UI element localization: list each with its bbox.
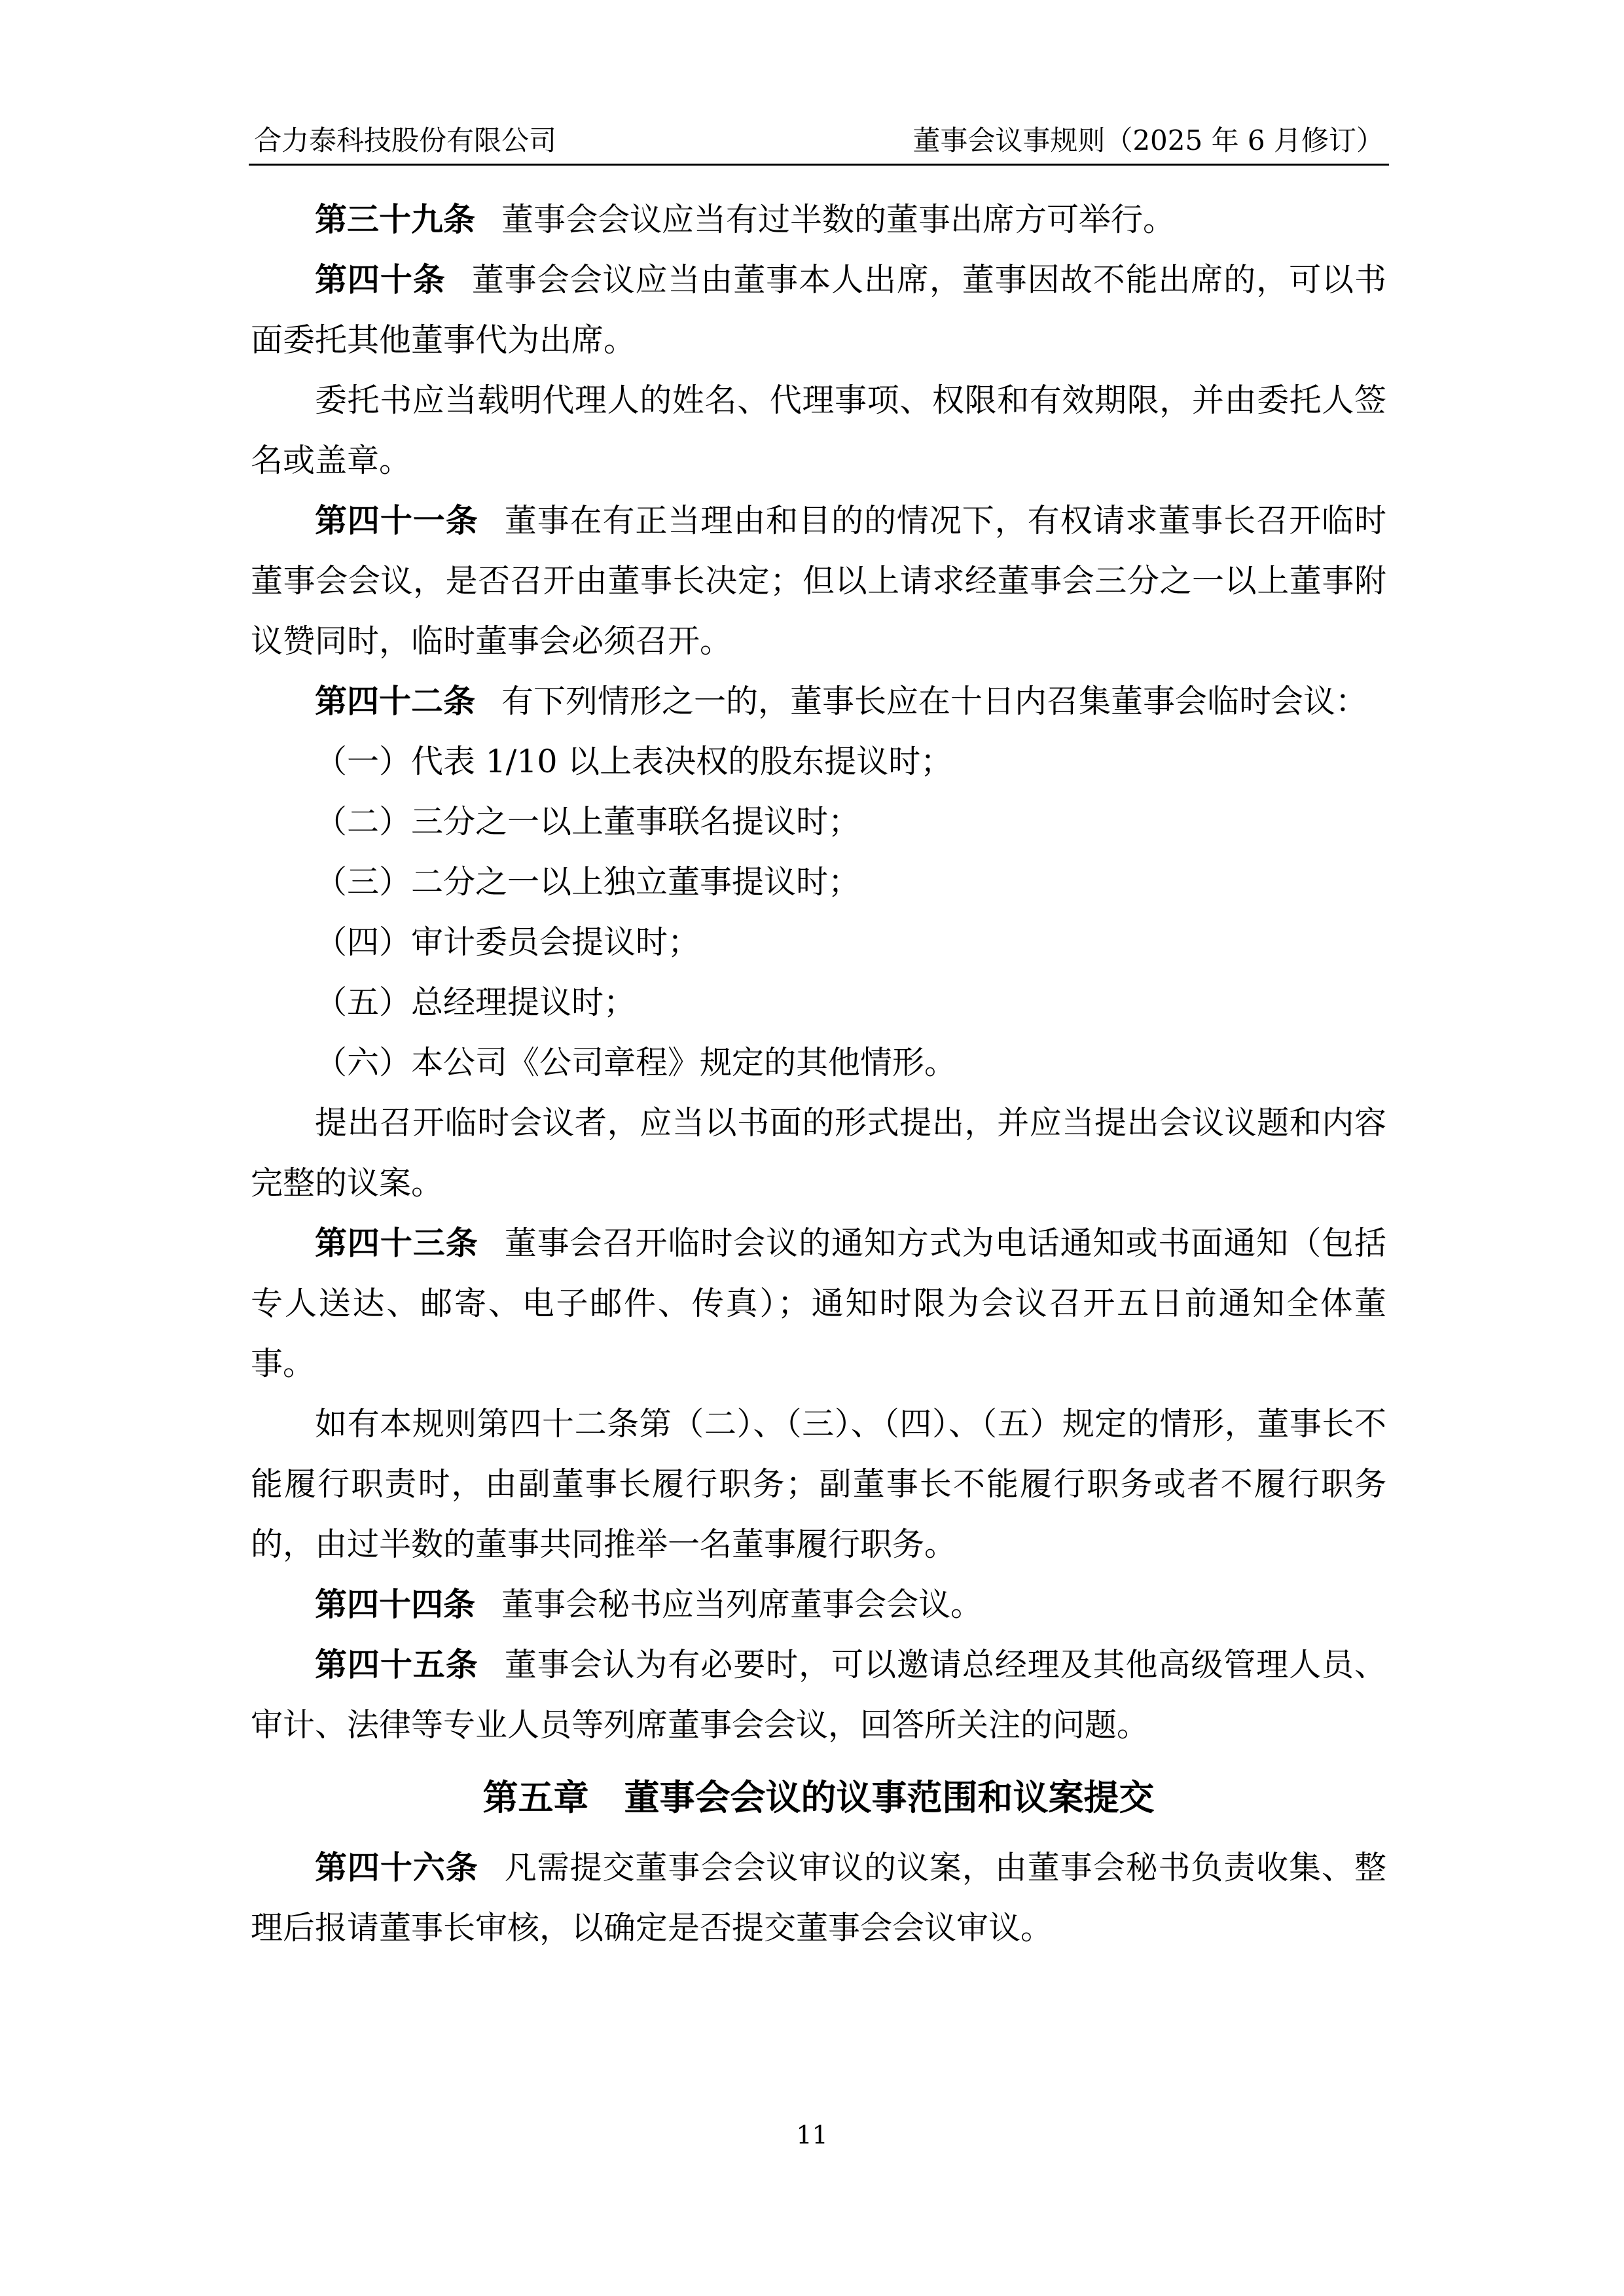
article-text: 董事会秘书应当列席董事会会议。 (501, 1586, 983, 1623)
article-label: 第四十一条 (315, 502, 478, 539)
article-text: 凡需提交董事会会议审议的议案，由董事会秘书负责收集、整理后报请董事长审核，以确定是否提交董事会会议审议。 (251, 1849, 1386, 1946)
article-label: 第三十九条 (315, 201, 476, 238)
article-43 (251, 1213, 1386, 1394)
list-item: （六）本公司《公司章程》规定的其他情形。 (315, 1044, 957, 1081)
list-item: （一）代表 1/10 以上表决权的股东提议时； (315, 743, 953, 780)
page-number: 11 (796, 2121, 828, 2149)
list-item: （二）三分之一以上董事联名提议时； (315, 803, 861, 840)
article-label: 第四十四条 (315, 1586, 476, 1623)
article-42 (251, 672, 1386, 732)
article-40 (251, 250, 1386, 370)
list-item: （三）二分之一以上独立董事提议时； (315, 863, 861, 901)
header-company-name: 合力泰科技股份有限公司 (254, 124, 557, 156)
article-text: 董事会认为有必要时，可以邀请总经理及其他高级管理人员、审计、法律等专业人员等列席董事会会议，回答所关注的问题。 (251, 1646, 1386, 1744)
article-43-paragraph-2: 如有本规则第四十二条第（二）、（三）、（四）、（五）规定的情形，董事长不能履行职责时，由副董事长履行职务；副董事长不能履行职务或者不履行职务的，由过半数的董事共同推举一名董事履行职务。 (251, 1405, 1386, 1563)
article-44 (251, 1575, 1386, 1635)
article-label: 第四十六条 (315, 1849, 478, 1886)
document-body (251, 190, 1386, 1958)
list-item: （五）总经理提议时； (315, 984, 636, 1021)
article-label: 第四十条 (315, 261, 446, 298)
article-text: 董事会会议应当由董事本人出席，董事因故不能出席的，可以书面委托其他董事代为出席。 (251, 261, 1386, 359)
article-text: 董事会会议应当有过半数的董事出席方可举行。 (501, 201, 1176, 238)
header-document-title: 董事会议事规则（2025 年 6 月修订） (912, 124, 1384, 156)
article-39 (251, 190, 1386, 250)
article-label: 第四十五条 (315, 1646, 478, 1683)
article-41 (251, 491, 1386, 672)
article-42-paragraph-2: 提出召开临时会议者，应当以书面的形式提出，并应当提出会议议题和内容完整的议案。 (251, 1104, 1386, 1202)
article-text: 董事会召开临时会议的通知方式为电话通知或书面通知（包括专人送达、邮寄、电子邮件、传真）；通知时限为会议召开五日前通知全体董事。 (251, 1225, 1386, 1382)
article-40-paragraph-2: 委托书应当载明代理人的姓名、代理事项、权限和有效期限，并由委托人签名或盖章。 (251, 382, 1386, 479)
article-46 (251, 1838, 1386, 1958)
article-45 (251, 1635, 1386, 1755)
article-text: 董事在有正当理由和目的的情况下，有权请求董事长召开临时董事会会议，是否召开由董事长决定；但以上请求经董事会三分之一以上董事附议赞同时，临时董事会必须召开。 (251, 502, 1386, 660)
page-header (249, 118, 1389, 166)
article-label: 第四十二条 (315, 683, 476, 720)
article-text: 有下列情形之一的，董事长应在十日内召集董事会临时会议： (501, 683, 1368, 720)
list-item: （四）审计委员会提议时； (315, 924, 700, 961)
chapter-heading: 第五章 董事会会议的议事范围和议案提交 (482, 1777, 1155, 1818)
article-label: 第四十三条 (315, 1225, 478, 1262)
